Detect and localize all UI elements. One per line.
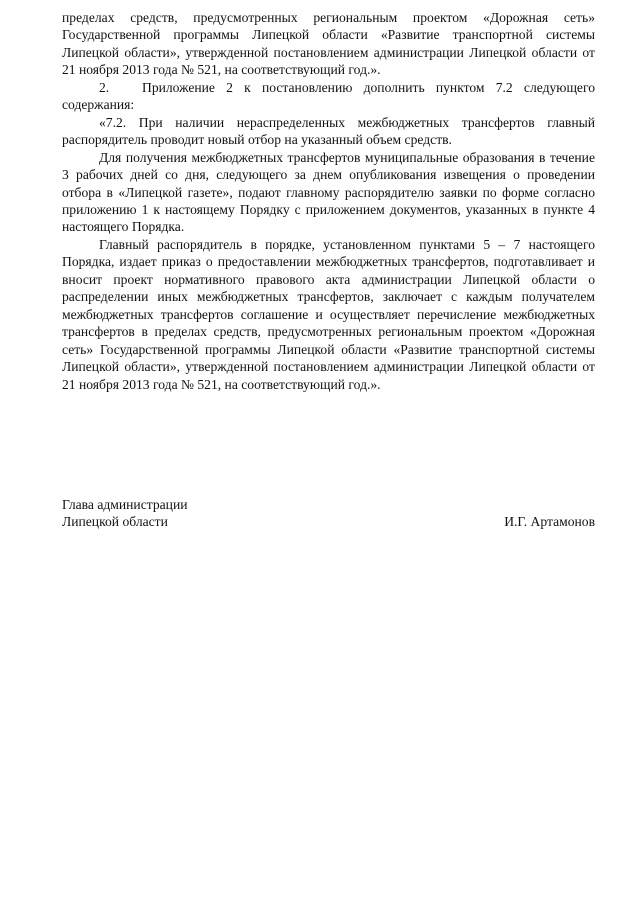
paragraph-chief-manager: Главный распорядитель в порядке, установленном пунктами 5 – 7 настоящего Порядка, издает приказ о предоставлении межбюджетных трансфертов, подготавливает и вносит проект нормативного правового акта администрации Липецкой области о распределении иных межбюджетных трансфертов, заключает с каждым получателем межбюджетных трансфертов соглашение и осуществляет перечисление межбюджетных трансфертов в пределах средств, предусмотренных региональным проектом «Дорожная сеть» Государственной программы Липецкой области «Развитие транспортной системы Липецкой области», утвержденной постановлением администрации Липецкой области от 21 ноября 2013 года № 521, на соответствующий год.».	[62, 236, 595, 392]
signatory-name: И.Г. Артамонов	[504, 514, 595, 530]
paragraph-clause-7-2: «7.2. При наличии нераспределенных межбюджетных трансфертов главный распорядитель проводит новый отбор на указанный объем средств.	[62, 114, 595, 148]
signature-block	[62, 496, 595, 531]
item-2-text: Приложение 2 к постановлению дополнить пунктом 7.2 следующего содержания:	[62, 79, 595, 113]
paragraph-applications: Для получения межбюджетных трансфертов муниципальные образования в течение 3 рабочих дней со дня, следующего за днем опубликования извещения о проведении отбора в «Липецкой газете», подают главному распорядителю заявки по форме согласно приложению 1 к настоящему Порядку с приложением документов, указанных в пункте 4 настоящего Порядка.	[62, 149, 595, 235]
paragraph-item-2	[62, 79, 595, 114]
signature-line	[62, 513, 595, 530]
signature-title-line2: Липецкой области	[62, 514, 168, 530]
signature-title-line1: Глава администрации	[62, 497, 188, 512]
item-number: 2.	[99, 79, 110, 95]
paragraph-continuation: пределах средств, предусмотренных региональным проектом «Дорожная сеть» Государственной программы Липецкой области «Развитие транспортной системы Липецкой области», утвержденной постановлением администрации Липецкой области от 21 ноября 2013 года № 521, на соответствующий год.».	[62, 10, 595, 78]
document-body	[62, 9, 595, 393]
